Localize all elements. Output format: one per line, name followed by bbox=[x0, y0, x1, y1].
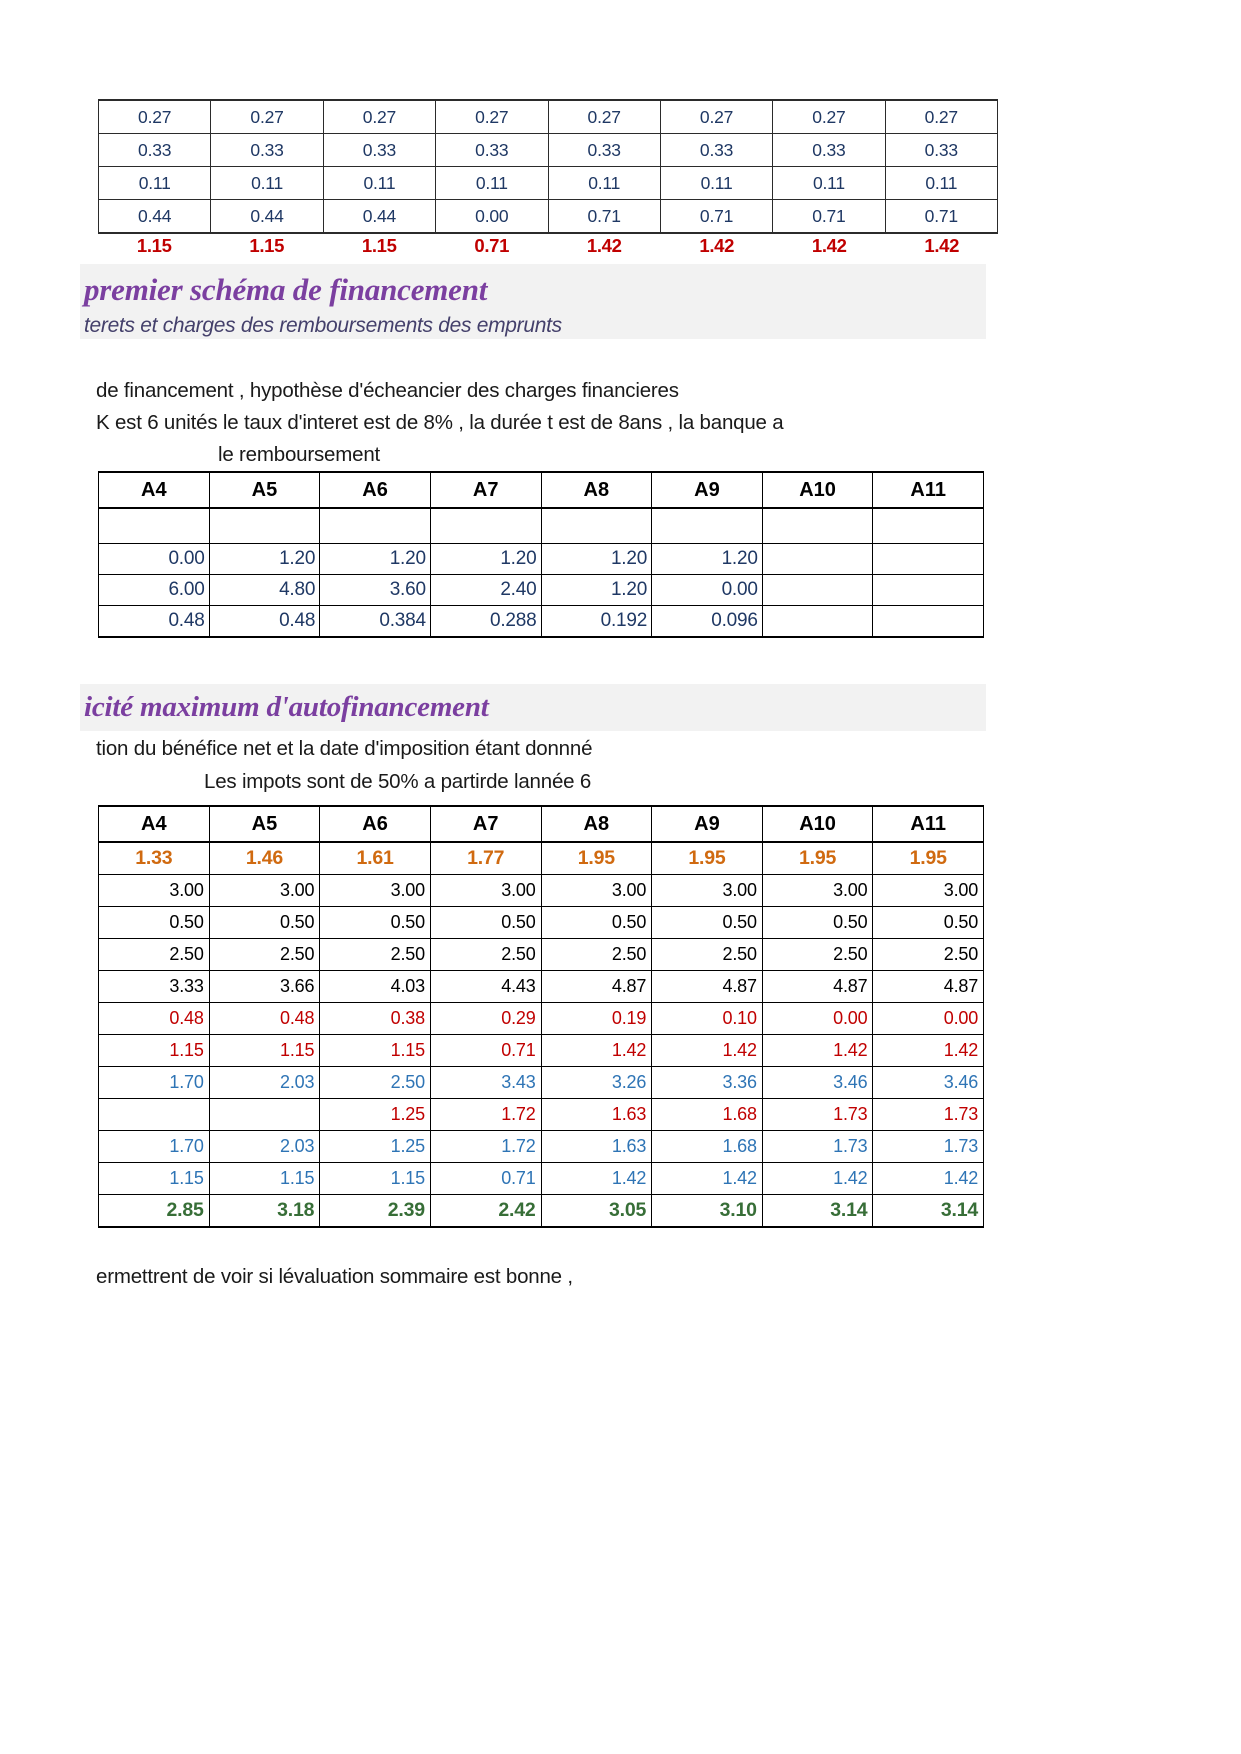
table-cell: 2.40 bbox=[430, 575, 541, 606]
table-cell: 0.11 bbox=[436, 167, 548, 200]
table-cell: 0.27 bbox=[323, 100, 435, 134]
table-cell: 4.43 bbox=[430, 971, 541, 1003]
table-cell: 3.14 bbox=[873, 1195, 984, 1228]
table-cell: 3.36 bbox=[652, 1067, 763, 1099]
table-header-row bbox=[99, 806, 984, 842]
table-cell: 4.03 bbox=[320, 971, 431, 1003]
table-row bbox=[99, 907, 984, 939]
table-cell: 1.15 bbox=[99, 1163, 210, 1195]
table-cell: 3.46 bbox=[873, 1067, 984, 1099]
table-cell: 0.10 bbox=[652, 1003, 763, 1035]
table-cell: 0.00 bbox=[99, 544, 210, 575]
total-cell: 1.42 bbox=[586, 235, 622, 256]
table-cell: 0.00 bbox=[873, 1003, 984, 1035]
table-cell: 3.00 bbox=[430, 875, 541, 907]
table-row bbox=[99, 1131, 984, 1163]
table-cell: 0.50 bbox=[541, 907, 652, 939]
table-cell: 2.03 bbox=[209, 1067, 320, 1099]
column-header: A8 bbox=[541, 472, 652, 508]
table-cell: 1.95 bbox=[762, 842, 873, 875]
table-cell bbox=[99, 508, 210, 544]
table-cell: 1.20 bbox=[541, 544, 652, 575]
table-cell: 3.00 bbox=[209, 875, 320, 907]
total-cell: 1.42 bbox=[924, 235, 960, 256]
table-cell bbox=[762, 575, 873, 606]
table-cell: 0.50 bbox=[430, 907, 541, 939]
table-cell bbox=[209, 1099, 320, 1131]
total-cell: 1.42 bbox=[811, 235, 847, 256]
table-row bbox=[99, 606, 984, 638]
table-row bbox=[99, 100, 998, 134]
table-cell bbox=[762, 508, 873, 544]
column-header: A4 bbox=[99, 472, 210, 508]
table-cell: 3.05 bbox=[541, 1195, 652, 1228]
table-row bbox=[99, 875, 984, 907]
table-cell: 0.384 bbox=[320, 606, 431, 638]
table-row bbox=[99, 200, 998, 234]
table-cell: 0.00 bbox=[652, 575, 763, 606]
footer-text-line: ermettrent de voir si lévaluation sommaire est bonne , bbox=[96, 1265, 573, 1288]
table-cell: 0.27 bbox=[211, 100, 323, 134]
total-cell: 1.15 bbox=[249, 235, 285, 256]
table-cell bbox=[541, 508, 652, 544]
table-cell: 1.68 bbox=[652, 1099, 763, 1131]
column-header: A8 bbox=[541, 806, 652, 842]
table-cell: 0.71 bbox=[430, 1035, 541, 1067]
table-cell: 2.50 bbox=[320, 1067, 431, 1099]
table-cell: 0.50 bbox=[209, 907, 320, 939]
table-cell bbox=[652, 508, 763, 544]
table-cell: 1.72 bbox=[430, 1099, 541, 1131]
table-cell: 1.15 bbox=[209, 1163, 320, 1195]
table-cell: 0.096 bbox=[652, 606, 763, 638]
top-values-table bbox=[98, 99, 998, 234]
total-cell: 1.15 bbox=[136, 235, 172, 256]
table-cell: 1.25 bbox=[320, 1131, 431, 1163]
column-header: A9 bbox=[652, 472, 763, 508]
column-header: A6 bbox=[320, 472, 431, 508]
table-cell: 1.95 bbox=[873, 842, 984, 875]
table-cell: 2.85 bbox=[99, 1195, 210, 1228]
table-cell bbox=[873, 508, 984, 544]
table-cell: 0.288 bbox=[430, 606, 541, 638]
table-cell: 1.70 bbox=[99, 1131, 210, 1163]
table-cell: 3.00 bbox=[541, 875, 652, 907]
total-cell: 1.15 bbox=[361, 235, 397, 256]
table-cell: 1.20 bbox=[320, 544, 431, 575]
table-cell: 4.87 bbox=[541, 971, 652, 1003]
section-1-body-line-1: de financement , hypothèse d'écheancier des charges financieres bbox=[96, 379, 679, 402]
table-cell: 3.46 bbox=[762, 1067, 873, 1099]
table-row bbox=[99, 1195, 984, 1228]
table-cell: 0.33 bbox=[885, 134, 997, 167]
table-cell: 0.27 bbox=[99, 100, 211, 134]
table-cell: 1.73 bbox=[873, 1099, 984, 1131]
top-total-row bbox=[98, 232, 998, 260]
table-cell: 1.42 bbox=[541, 1035, 652, 1067]
table-cell bbox=[873, 606, 984, 638]
table-cell: 1.73 bbox=[873, 1131, 984, 1163]
table-cell: 0.00 bbox=[762, 1003, 873, 1035]
table-cell: 1.42 bbox=[873, 1035, 984, 1067]
table-cell bbox=[320, 508, 431, 544]
table-row bbox=[99, 508, 984, 544]
autofinancing-capacity-table bbox=[98, 805, 984, 1228]
table-row bbox=[99, 544, 984, 575]
table-cell: 2.39 bbox=[320, 1195, 431, 1228]
table-cell: 1.77 bbox=[430, 842, 541, 875]
table-cell: 0.27 bbox=[660, 100, 772, 134]
table-row bbox=[99, 939, 984, 971]
table-cell: 0.50 bbox=[873, 907, 984, 939]
table-cell: 1.42 bbox=[762, 1163, 873, 1195]
table-cell: 0.38 bbox=[320, 1003, 431, 1035]
table-cell: 0.44 bbox=[211, 200, 323, 234]
table-cell: 1.73 bbox=[762, 1099, 873, 1131]
table-row bbox=[99, 1163, 984, 1195]
table-cell: 1.73 bbox=[762, 1131, 873, 1163]
table-cell: 2.42 bbox=[430, 1195, 541, 1228]
table-cell: 0.11 bbox=[660, 167, 772, 200]
table-cell: 2.50 bbox=[541, 939, 652, 971]
table-row bbox=[99, 1067, 984, 1099]
right-page-margin bbox=[1000, 0, 1241, 1754]
table-cell: 0.33 bbox=[548, 134, 660, 167]
table-row bbox=[99, 575, 984, 606]
column-header: A10 bbox=[762, 806, 873, 842]
table-cell: 2.03 bbox=[209, 1131, 320, 1163]
table-cell bbox=[762, 606, 873, 638]
table-cell: 1.63 bbox=[541, 1131, 652, 1163]
table-cell: 1.72 bbox=[430, 1131, 541, 1163]
table-cell: 0.33 bbox=[660, 134, 772, 167]
table-row bbox=[99, 1035, 984, 1067]
table-cell: 1.33 bbox=[99, 842, 210, 875]
table-cell: 1.42 bbox=[541, 1163, 652, 1195]
table-cell: 2.50 bbox=[99, 939, 210, 971]
table-cell: 3.00 bbox=[99, 875, 210, 907]
column-header: A6 bbox=[320, 806, 431, 842]
table-cell: 2.50 bbox=[209, 939, 320, 971]
table-cell: 0.11 bbox=[211, 167, 323, 200]
table-cell: 3.10 bbox=[652, 1195, 763, 1228]
table-cell bbox=[762, 544, 873, 575]
section-1-body-line-2: K est 6 unités le taux d'interet est de 8% , la durée t est de 8ans , la banque a bbox=[96, 411, 784, 434]
table-cell: 2.50 bbox=[873, 939, 984, 971]
table-cell: 3.00 bbox=[873, 875, 984, 907]
column-header: A11 bbox=[873, 806, 984, 842]
table-cell: 1.15 bbox=[209, 1035, 320, 1067]
total-cell: 0.71 bbox=[474, 235, 510, 256]
table-cell: 2.50 bbox=[320, 939, 431, 971]
table-cell: 1.42 bbox=[873, 1163, 984, 1195]
column-header: A7 bbox=[430, 472, 541, 508]
table-cell: 0.71 bbox=[885, 200, 997, 234]
table-cell: 1.42 bbox=[762, 1035, 873, 1067]
table-cell: 3.43 bbox=[430, 1067, 541, 1099]
table-cell: 1.63 bbox=[541, 1099, 652, 1131]
table-cell: 3.00 bbox=[652, 875, 763, 907]
column-header: A4 bbox=[99, 806, 210, 842]
table-cell: 0.192 bbox=[541, 606, 652, 638]
table-cell: 3.33 bbox=[99, 971, 210, 1003]
table-cell: 1.20 bbox=[430, 544, 541, 575]
table-cell: 0.48 bbox=[209, 606, 320, 638]
table-cell bbox=[99, 1099, 210, 1131]
table-cell: 0.33 bbox=[99, 134, 211, 167]
table-cell: 4.87 bbox=[873, 971, 984, 1003]
table-cell: 0.00 bbox=[436, 200, 548, 234]
table-cell: 1.42 bbox=[652, 1035, 763, 1067]
table-cell: 0.71 bbox=[773, 200, 885, 234]
table-cell: 0.71 bbox=[660, 200, 772, 234]
table-cell: 1.20 bbox=[541, 575, 652, 606]
table-cell: 0.27 bbox=[548, 100, 660, 134]
table-cell: 3.66 bbox=[209, 971, 320, 1003]
table-cell: 0.44 bbox=[323, 200, 435, 234]
table-cell: 4.87 bbox=[652, 971, 763, 1003]
table-cell: 1.68 bbox=[652, 1131, 763, 1163]
table-cell: 1.20 bbox=[652, 544, 763, 575]
table-cell: 2.50 bbox=[430, 939, 541, 971]
table-cell: 0.50 bbox=[320, 907, 431, 939]
table-cell: 4.80 bbox=[209, 575, 320, 606]
table-cell bbox=[209, 508, 320, 544]
table-cell: 0.48 bbox=[99, 606, 210, 638]
table-cell: 0.50 bbox=[762, 907, 873, 939]
table-cell: 1.20 bbox=[209, 544, 320, 575]
table-cell: 6.00 bbox=[99, 575, 210, 606]
financing-schedule-table bbox=[98, 471, 984, 638]
table-cell: 3.00 bbox=[762, 875, 873, 907]
table-row bbox=[98, 232, 998, 260]
table-cell: 0.48 bbox=[99, 1003, 210, 1035]
column-header: A5 bbox=[209, 472, 320, 508]
table-cell: 0.50 bbox=[99, 907, 210, 939]
table-cell: 3.60 bbox=[320, 575, 431, 606]
table-cell: 0.29 bbox=[430, 1003, 541, 1035]
table-cell: 1.46 bbox=[209, 842, 320, 875]
table-cell: 1.70 bbox=[99, 1067, 210, 1099]
section-1-body-line-3: le remboursement bbox=[218, 443, 381, 466]
table-cell: 3.00 bbox=[320, 875, 431, 907]
column-header: A10 bbox=[762, 472, 873, 508]
section-2-heading: icité maximum d'autofinancement bbox=[84, 691, 489, 723]
table-cell: 0.11 bbox=[323, 167, 435, 200]
left-page-margin bbox=[0, 0, 80, 1754]
table-cell: 1.61 bbox=[320, 842, 431, 875]
table-cell: 0.33 bbox=[323, 134, 435, 167]
table-cell: 3.14 bbox=[762, 1195, 873, 1228]
table-cell: 3.18 bbox=[209, 1195, 320, 1228]
column-header: A9 bbox=[652, 806, 763, 842]
table-cell: 0.71 bbox=[430, 1163, 541, 1195]
table-cell: 1.15 bbox=[320, 1163, 431, 1195]
table-row bbox=[99, 1099, 984, 1131]
table-row bbox=[99, 1003, 984, 1035]
table-cell bbox=[873, 544, 984, 575]
section-2-body-line-1: tion du bénéfice net et la date d'imposition étant donnné bbox=[96, 737, 593, 760]
table-cell: 0.50 bbox=[652, 907, 763, 939]
table-row bbox=[99, 842, 984, 875]
table-cell: 1.42 bbox=[652, 1163, 763, 1195]
table-header-row bbox=[99, 472, 984, 508]
table-cell: 0.11 bbox=[99, 167, 211, 200]
table-cell: 0.33 bbox=[211, 134, 323, 167]
column-header: A11 bbox=[873, 472, 984, 508]
table-cell: 0.44 bbox=[99, 200, 211, 234]
table-row bbox=[99, 134, 998, 167]
table-cell: 0.48 bbox=[209, 1003, 320, 1035]
table-cell: 0.27 bbox=[885, 100, 997, 134]
section-1-heading: premier schéma de financement bbox=[84, 272, 488, 307]
table-cell: 0.71 bbox=[548, 200, 660, 234]
table-cell bbox=[430, 508, 541, 544]
table-cell: 0.33 bbox=[773, 134, 885, 167]
table-cell bbox=[873, 575, 984, 606]
section-1-subheading: terets et charges des remboursements des emprunts bbox=[84, 314, 562, 337]
table-cell: 2.50 bbox=[762, 939, 873, 971]
column-header: A7 bbox=[430, 806, 541, 842]
table-cell: 1.15 bbox=[320, 1035, 431, 1067]
section-2-body-line-2: Les impots sont de 50% a partirde lannée 6 bbox=[204, 770, 592, 793]
table-cell: 3.26 bbox=[541, 1067, 652, 1099]
table-row bbox=[99, 167, 998, 200]
table-cell: 1.95 bbox=[652, 842, 763, 875]
table-cell: 0.11 bbox=[773, 167, 885, 200]
table-cell: 4.87 bbox=[762, 971, 873, 1003]
table-cell: 0.11 bbox=[885, 167, 997, 200]
table-cell: 0.27 bbox=[773, 100, 885, 134]
table-row bbox=[99, 971, 984, 1003]
table-cell: 0.19 bbox=[541, 1003, 652, 1035]
table-cell: 0.27 bbox=[436, 100, 548, 134]
column-header: A5 bbox=[209, 806, 320, 842]
total-cell: 1.42 bbox=[699, 235, 735, 256]
table-cell: 1.95 bbox=[541, 842, 652, 875]
table-cell: 2.50 bbox=[652, 939, 763, 971]
table-cell: 0.33 bbox=[436, 134, 548, 167]
table-cell: 0.11 bbox=[548, 167, 660, 200]
table-cell: 1.15 bbox=[99, 1035, 210, 1067]
table-cell: 1.25 bbox=[320, 1099, 431, 1131]
